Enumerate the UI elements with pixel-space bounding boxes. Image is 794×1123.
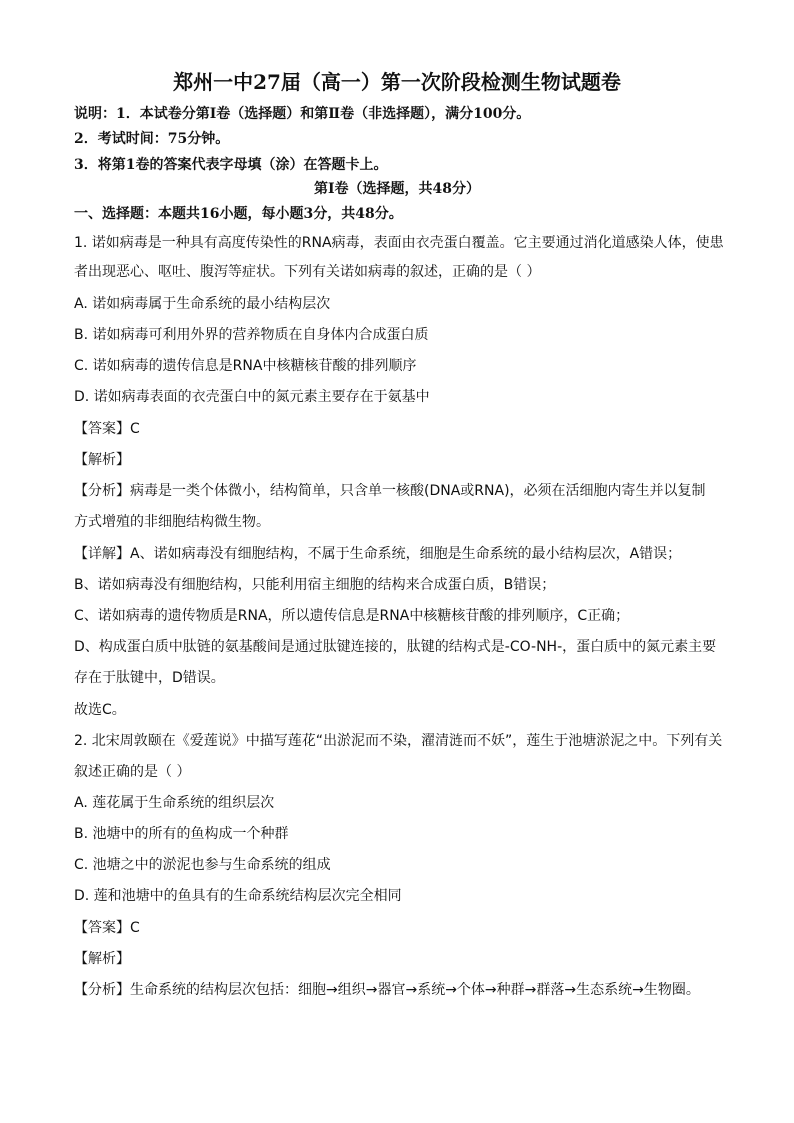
q1-analysis-line-2: 方式增殖的非细胞结构微生物。 — [74, 514, 270, 530]
q2-analysis-label: 【解析】 — [74, 951, 130, 967]
q1-option-a: A. 诺如病毒属于生命系统的最小结构层次 — [74, 296, 331, 312]
q2-stem-line-1: 2. 北宋周敦颐在《爱莲说》中描写莲花“出淤泥而不染，濯清涟而不妖”，莲生于池塘淤泥之中。下列有关 — [74, 733, 723, 749]
q2-stem-line-2: 叙述正确的是（ ） — [74, 764, 191, 780]
q1-option-b: B. 诺如病毒可利用外界的营养物质在自身体内合成蛋白质 — [74, 327, 429, 343]
q2-option-a: A. 莲花属于生命系统的组织层次 — [74, 795, 275, 811]
q2-option-c: C. 池塘之中的淤泥也参与生命系统的组成 — [74, 857, 331, 873]
q1-conclusion: 故选C。 — [74, 702, 126, 718]
q2-answer: 【答案】C — [74, 920, 140, 936]
q1-stem-line-1: 1. 诺如病毒是一种具有高度传染性的RNA病毒，表面由衣壳蛋白覆盖。它主要通过消化道感染人体，使患 — [74, 235, 724, 251]
q1-detail-line-1: 【详解】A、诺如病毒没有细胞结构，不属于生命系统，细胞是生命系统的最小结构层次，A错误； — [74, 546, 682, 562]
instruction-1: 说明：1．本试卷分第Ⅰ卷（选择题）和第Ⅱ卷（非选择题），满分100分。 — [74, 106, 531, 122]
section-title: 第Ⅰ卷（选择题，共48分） — [313, 181, 481, 197]
q1-analysis-label: 【解析】 — [74, 452, 130, 468]
q1-option-d: D. 诺如病毒表面的衣壳蛋白中的氮元素主要存在于氨基中 — [74, 389, 430, 405]
q1-detail-line-2: B、诺如病毒没有细胞结构，只能利用宿主细胞的结构来合成蛋白质，B错误； — [74, 577, 556, 593]
instruction-3: 3．将第1卷的答案代表字母填（涂）在答题卡上。 — [74, 157, 388, 173]
q1-option-c: C. 诺如病毒的遗传信息是RNA中核糖核苷酸的排列顺序 — [74, 358, 417, 374]
q2-option-d: D. 莲和池塘中的鱼具有的生命系统结构层次完全相同 — [74, 888, 402, 904]
q1-detail-line-4: D、构成蛋白质中肽链的氨基酸间是通过肽键连接的，肽键的结构式是-CO-NH-，蛋白质中的氮元素主要 — [74, 639, 717, 655]
q2-analysis-line-1: 【分析】生命系统的结构层次包括：细胞→组织→器官→系统→个体→种群→群落→生态系统→生物圈。 — [74, 982, 700, 998]
q1-stem-line-2: 者出现恶心、呕吐、腹泻等症状。下列有关诺如病毒的叙述，正确的是（ ） — [74, 264, 541, 280]
q1-answer: 【答案】C — [74, 421, 140, 437]
part-title: 一、选择题：本题共16小题，每小题3分，共48分。 — [74, 206, 403, 222]
q1-detail-line-3: C、诺如病毒的遗传物质是RNA，所以遗传信息是RNA中核糖核苷酸的排列顺序，C正确； — [74, 608, 630, 624]
q1-detail-line-5: 存在于肽键中，D错误。 — [74, 670, 225, 686]
page-title: 郑州一中27届（高一）第一次阶段检测生物试题卷 — [173, 70, 621, 94]
instruction-2: 2．考试时间：75分钟。 — [74, 131, 230, 147]
q2-option-b: B. 池塘中的所有的鱼构成一个种群 — [74, 826, 289, 842]
q1-analysis-line-1: 【分析】病毒是一类个体微小，结构简单，只含单一核酸(DNA或RNA)，必须在活细胞内寄生并以复制 — [74, 483, 706, 499]
